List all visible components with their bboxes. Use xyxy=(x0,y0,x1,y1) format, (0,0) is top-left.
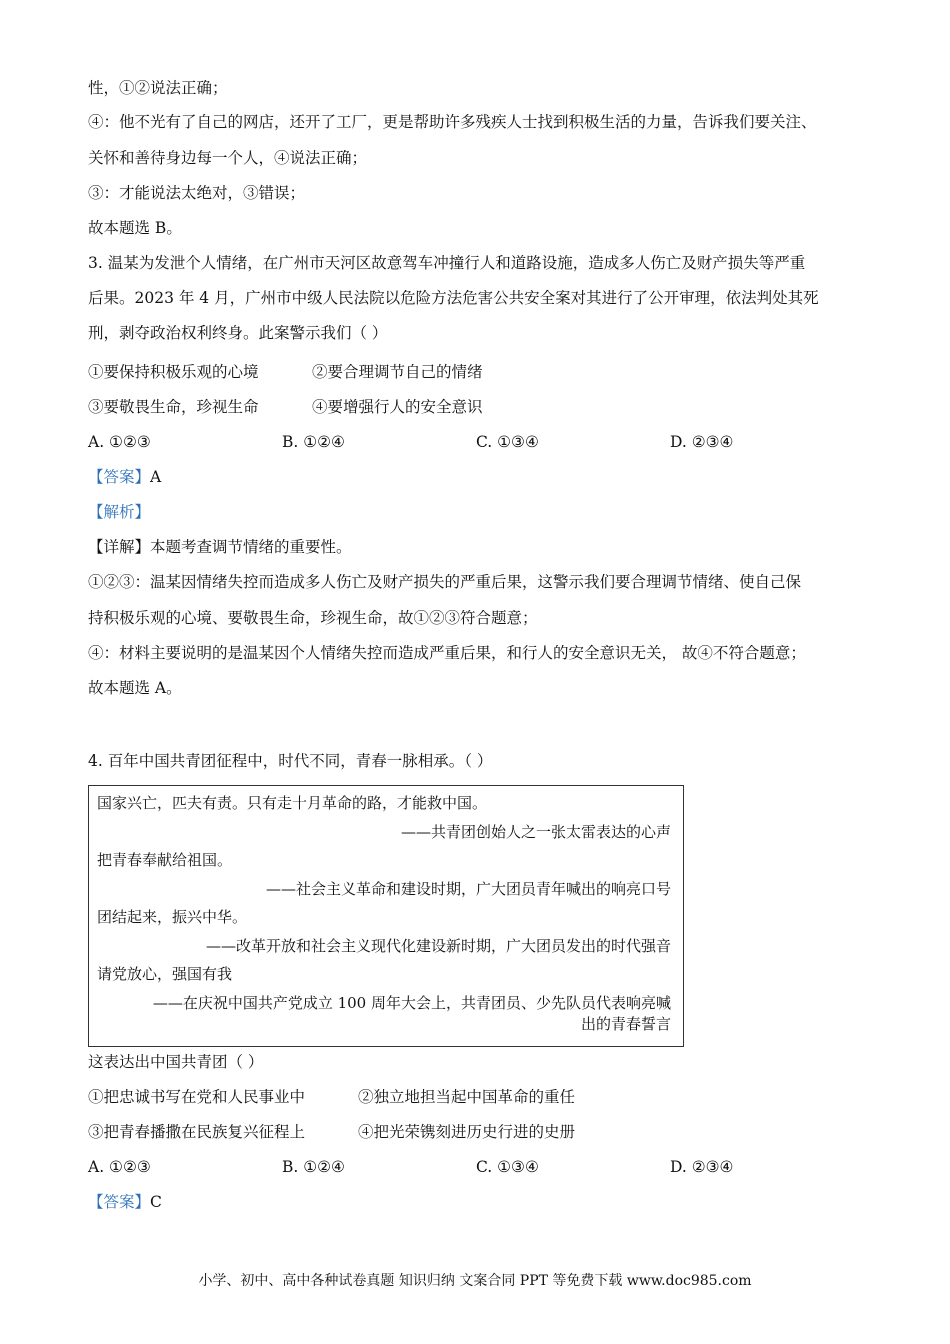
q4-statement: ④把光荣镌刻进历史行进的史册 xyxy=(358,1123,576,1141)
q3-choice-c: C. ①③④ xyxy=(476,433,539,451)
quote-text: 请党放心，强国有我 xyxy=(97,965,233,983)
quote-box xyxy=(88,785,684,1047)
q3-explanation: ①②③：温某因情绪失控而造成多人伤亡及财产损失的严重后果，这警示我们要合理调节情绪、使自己保 xyxy=(88,573,802,591)
prev-line: ④：他不光有了自己的网店，还开了工厂，更是帮助许多残疾人士找到积极生活的力量，告诉我们要关注、 xyxy=(88,113,817,131)
q3-explanation: 故本题选 A。 xyxy=(88,679,182,697)
q4-after: 这表达出中国共青团（ ） xyxy=(88,1053,264,1071)
q3-choice-a: A. ①②③ xyxy=(88,433,151,451)
analysis-tag: 【解析】 xyxy=(88,503,151,521)
q3-choice-b: B. ①②④ xyxy=(282,433,345,451)
quote-text: 团结起来，振兴中华。 xyxy=(97,908,248,926)
q4-statement: ②独立地担当起中国革命的重任 xyxy=(358,1088,576,1106)
answer-tag: 【答案】 xyxy=(88,1193,151,1211)
q3-explanation: 持积极乐观的心境、要敬畏生命，珍视生命，故①②③符合题意； xyxy=(88,609,538,627)
prev-line: ③：才能说法太绝对，③错误； xyxy=(88,184,306,202)
q3-stem: 3. 温某为发泄个人情绪，在广州市天河区故意驾车冲撞行人和道路设施，造成多人伤亡及财产损失等严重 xyxy=(88,254,806,272)
prev-line: 关怀和善待身边每一个人，④说法正确； xyxy=(88,149,368,167)
answer-tag: 【答案】 xyxy=(88,468,151,486)
q4-choice-a: A. ①②③ xyxy=(88,1158,151,1176)
q4-choice-d: D. ②③④ xyxy=(670,1158,734,1176)
q3-statement: ①要保持积极乐观的心境 xyxy=(88,363,259,381)
detail-tag: 【详解】 xyxy=(88,538,151,556)
q3-explanation: ④：材料主要说明的是温某因个人情绪失控而造成严重后果，和行人的安全意识无关， 故④不符合题意； xyxy=(88,644,806,662)
q3-choice-d: D. ②③④ xyxy=(670,433,734,451)
q4-statement: ③把青春播撒在民族复兴征程上 xyxy=(88,1123,306,1141)
q4-answer xyxy=(88,1192,162,1212)
page-footer: 小学、初中、高中各种试卷真题 知识归纳 文案合同 PPT 等免费下载 www.doc985.com xyxy=(198,1273,752,1289)
q3-stem: 后果。2023 年 4 月，广州市中级人民法院以危险方法危害公共安全案对其进行了公开审理，依法判处其死 xyxy=(88,289,819,307)
prev-line: 故本题选 B。 xyxy=(88,219,182,237)
q4-stem: 4. 百年中国共青团征程中，时代不同，青春一脉相承。（ ） xyxy=(88,752,493,770)
q4-choice-c: C. ①③④ xyxy=(476,1158,539,1176)
quote-source: ——改革开放和社会主义现代化建设新时期，广大团员发出的时代强音 xyxy=(205,937,671,955)
q3-statement: ④要增强行人的安全意识 xyxy=(312,398,483,416)
q3-statement: ②要合理调节自己的情绪 xyxy=(312,363,483,381)
quote-source: ——共青团创始人之一张太雷表达的心声 xyxy=(400,823,671,841)
answer-value: C xyxy=(150,1193,162,1211)
detail-text: 本题考查调节情绪的重要性。 xyxy=(150,538,352,556)
q4-choice-b: B. ①②④ xyxy=(282,1158,345,1176)
q3-stem: 刑，剥夺政治权利终身。此案警示我们（ ） xyxy=(88,324,388,342)
quote-source: 出的青春誓言 xyxy=(580,1015,671,1033)
quote-text: 把青春奉献给祖国。 xyxy=(97,851,233,869)
q3-statement: ③要敬畏生命，珍视生命 xyxy=(88,398,259,416)
answer-value: A xyxy=(150,468,162,486)
quote-source: ——社会主义革命和建设时期，广大团员青年喊出的响亮口号 xyxy=(265,880,671,898)
prev-line: 性，①②说法正确； xyxy=(88,79,228,97)
q3-answer xyxy=(88,467,161,487)
q3-detail xyxy=(88,537,352,557)
q4-statement: ①把忠诚书写在党和人民事业中 xyxy=(88,1088,306,1106)
quote-text: 国家兴亡，匹夫有责。只有走十月革命的路，才能救中国。 xyxy=(97,794,488,812)
quote-source: ——在庆祝中国共产党成立 100 周年大会上，共青团员、少先队员代表响亮喊 xyxy=(152,994,671,1012)
